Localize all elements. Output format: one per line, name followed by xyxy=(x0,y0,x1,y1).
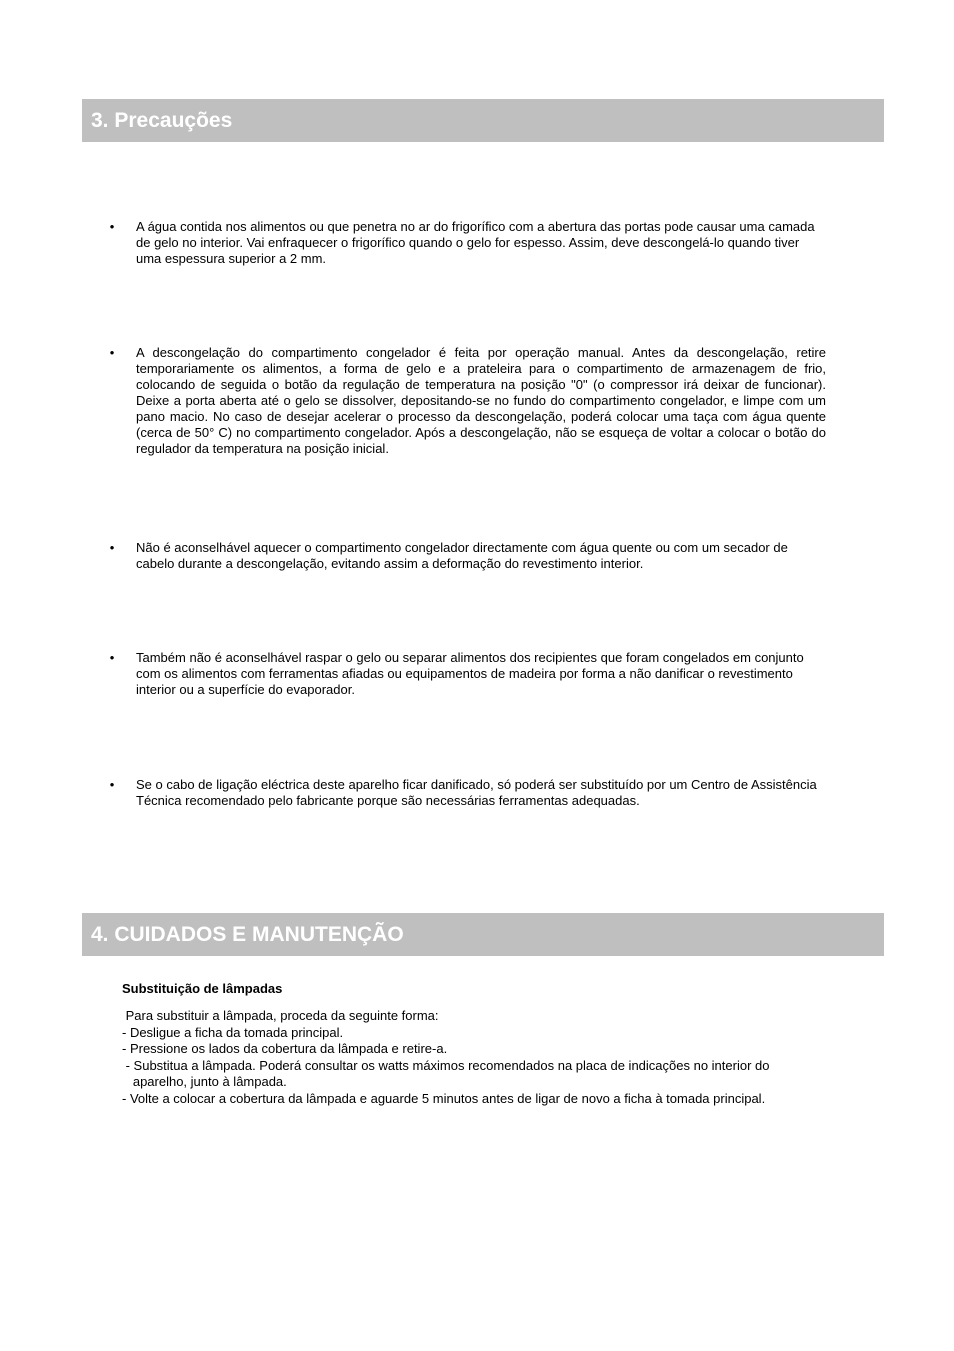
bullet-icon: • xyxy=(109,650,115,665)
instruction-line: - Desligue a ficha da tomada principal. xyxy=(122,1024,344,1040)
section-title: 4. CUIDADOS E MANUTENÇÃO xyxy=(91,922,404,946)
list-item-text: Se o cabo de ligação eléctrica deste aparelho ficar danificado, só poderá ser substituído por um Centro de Assistência Técnica recomendado pelo fabricante porque são necessárias ferramentas adequadas. xyxy=(136,777,817,808)
section-header-care-maintenance xyxy=(82,913,884,956)
instruction-line: - Volte a colocar a cobertura da lâmpada e aguarde 5 minutos antes de ligar de novo a ficha à tomada principal. xyxy=(122,1090,766,1106)
list-item-text: Também não é aconselhável raspar o gelo ou separar alimentos dos recipientes que foram congelados em conjunto com os alimentos com ferramentas afiadas ou equipamentos de madeira por forma a não danificar o revestimento interior ou a superfície do evaporador. xyxy=(136,650,804,697)
bullet-icon: • xyxy=(109,540,115,555)
bullet-icon: • xyxy=(109,777,115,792)
instruction-line: - Pressione os lados da cobertura da lâmpada e retire-a. xyxy=(122,1041,448,1056)
subheading-lamp-replacement: Substituição de lâmpadas xyxy=(122,981,283,996)
bullet-icon: • xyxy=(109,219,115,234)
list-item xyxy=(106,219,826,267)
section-header-precautions xyxy=(82,99,884,142)
bullet-icon: • xyxy=(109,345,115,360)
lamp-instructions xyxy=(122,1008,862,1107)
section-title: 3. Precauções xyxy=(91,108,233,132)
list-item-text: A descongelação do compartimento congelador é feita por operação manual. Antes da descongelação, retire temporariamente os alimentos, a forma de gelo e a prateleira para o compartimento de armazenagem de frio, colocando de seguida o botão da regulação de temperatura na posição "0" (o compressor irá deixar de funcionar). Deixe a porta aberta até o gelo se dissolver, depositando-se no fundo do compartimento congelador, e limpe com um pano macio. No caso de desejar acelerar o processo da descongelação, poderá colocar uma taça com água quente (cerca de 50° C) no compartimento congelador. Após a descongelação, não se esqueça de voltar a colocar o botão do regulador da temperatura na posição inicial. xyxy=(136,345,826,456)
instruction-line: aparelho, junto à lâmpada. xyxy=(122,1074,287,1089)
list-item xyxy=(106,650,826,698)
list-item-text: Não é aconselhável aquecer o compartimento congelador directamente com água quente ou com um secador de cabelo durante a descongelação, evitando assim a deformação do revestimento interior. xyxy=(136,540,788,571)
list-item xyxy=(106,540,826,572)
list-item xyxy=(106,777,826,809)
instruction-line: - Substitua a lâmpada. Poderá consultar os watts máximos recomendados na placa de indicações no interior do xyxy=(122,1057,770,1073)
list-item xyxy=(106,345,826,457)
list-item-text: A água contida nos alimentos ou que penetra no ar do frigorífico com a abertura das portas pode causar uma camada de gelo no interior. Vai enfraquecer o frigorífico quando o gelo for espesso. Assim, deve descongelá-lo quando tiver uma espessura superior a 2 mm. xyxy=(136,219,815,266)
instruction-line: Para substituir a lâmpada, proceda da seguinte forma: xyxy=(122,1008,439,1023)
